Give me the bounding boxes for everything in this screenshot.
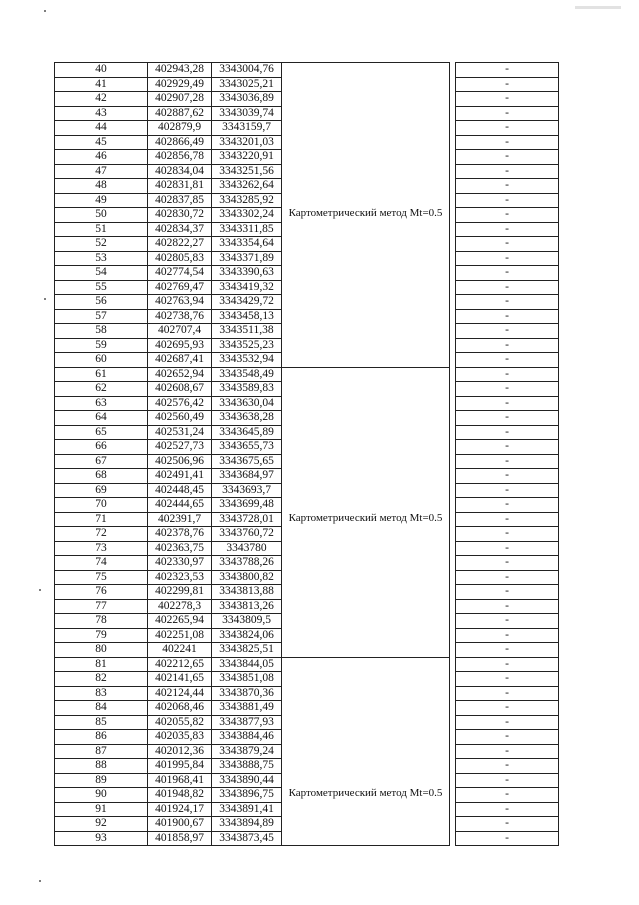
accuracy-cell: - <box>456 657 559 672</box>
x-coordinate-cell: 402391,7 <box>148 512 212 527</box>
point-number-cell: 88 <box>55 759 148 774</box>
point-number-cell: 53 <box>55 251 148 266</box>
accuracy-cell: - <box>456 599 559 614</box>
point-number-cell: 69 <box>55 483 148 498</box>
point-number-cell: 86 <box>55 730 148 745</box>
method-label: Картометрический метод Mt=0.5 <box>288 787 443 799</box>
y-coordinate-cell: 3343699,48 <box>212 498 282 513</box>
x-coordinate-cell: 402448,45 <box>148 483 212 498</box>
point-number-cell: 80 <box>55 643 148 658</box>
x-coordinate-cell: 402687,41 <box>148 353 212 368</box>
x-coordinate-cell: 402608,67 <box>148 382 212 397</box>
point-number-cell: 71 <box>55 512 148 527</box>
y-coordinate-cell: 3343844,05 <box>212 657 282 672</box>
accuracy-cell: - <box>456 585 559 600</box>
y-coordinate-cell: 3343884,46 <box>212 730 282 745</box>
y-coordinate-cell: 3343655,73 <box>212 440 282 455</box>
point-number-cell: 79 <box>55 628 148 643</box>
accuracy-cell: - <box>456 556 559 571</box>
point-number-cell: 74 <box>55 556 148 571</box>
point-number-cell: 45 <box>55 135 148 150</box>
y-coordinate-cell: 3343302,24 <box>212 208 282 223</box>
method-cell <box>282 63 450 368</box>
x-coordinate-cell: 401948,82 <box>148 788 212 803</box>
accuracy-cell: - <box>456 193 559 208</box>
accuracy-cell: - <box>456 411 559 426</box>
y-coordinate-cell: 3343220,91 <box>212 150 282 165</box>
x-coordinate-cell: 402241 <box>148 643 212 658</box>
point-number-cell: 89 <box>55 773 148 788</box>
x-coordinate-cell: 402035,83 <box>148 730 212 745</box>
y-coordinate-cell: 3343825,51 <box>212 643 282 658</box>
x-coordinate-cell: 402837,85 <box>148 193 212 208</box>
point-number-cell: 81 <box>55 657 148 672</box>
y-coordinate-cell: 3343890,44 <box>212 773 282 788</box>
accuracy-cell: - <box>456 63 559 78</box>
table-row <box>55 367 559 382</box>
point-number-cell: 40 <box>55 63 148 78</box>
y-coordinate-cell: 3343548,49 <box>212 367 282 382</box>
accuracy-cell: - <box>456 454 559 469</box>
y-coordinate-cell: 3343004,76 <box>212 63 282 78</box>
x-coordinate-cell: 402012,36 <box>148 744 212 759</box>
point-number-cell: 66 <box>55 440 148 455</box>
accuracy-cell: - <box>456 222 559 237</box>
y-coordinate-cell: 3343511,38 <box>212 324 282 339</box>
accuracy-cell: - <box>456 715 559 730</box>
x-coordinate-cell: 402866,49 <box>148 135 212 150</box>
x-coordinate-cell: 402830,72 <box>148 208 212 223</box>
point-number-cell: 41 <box>55 77 148 92</box>
x-coordinate-cell: 402831,81 <box>148 179 212 194</box>
method-cell <box>282 657 450 846</box>
y-coordinate-cell: 3343025,21 <box>212 77 282 92</box>
x-coordinate-cell: 402491,41 <box>148 469 212 484</box>
y-coordinate-cell: 3343036,89 <box>212 92 282 107</box>
y-coordinate-cell: 3343390,63 <box>212 266 282 281</box>
x-coordinate-cell: 402879,9 <box>148 121 212 136</box>
y-coordinate-cell: 3343896,75 <box>212 788 282 803</box>
x-coordinate-cell: 402265,94 <box>148 614 212 629</box>
accuracy-cell: - <box>456 295 559 310</box>
accuracy-cell: - <box>456 208 559 223</box>
x-coordinate-cell: 402527,73 <box>148 440 212 455</box>
accuracy-cell: - <box>456 135 559 150</box>
accuracy-cell: - <box>456 106 559 121</box>
point-number-cell: 42 <box>55 92 148 107</box>
point-number-cell: 43 <box>55 106 148 121</box>
x-coordinate-cell: 402763,94 <box>148 295 212 310</box>
point-number-cell: 64 <box>55 411 148 426</box>
x-coordinate-cell: 401968,41 <box>148 773 212 788</box>
point-number-cell: 55 <box>55 280 148 295</box>
point-number-cell: 47 <box>55 164 148 179</box>
coordinates-table <box>54 62 559 846</box>
x-coordinate-cell: 402805,83 <box>148 251 212 266</box>
y-coordinate-cell: 3343873,45 <box>212 831 282 846</box>
table-row <box>55 63 559 78</box>
y-coordinate-cell: 3343645,89 <box>212 425 282 440</box>
x-coordinate-cell: 402251,08 <box>148 628 212 643</box>
point-number-cell: 63 <box>55 396 148 411</box>
x-coordinate-cell: 402330,97 <box>148 556 212 571</box>
accuracy-cell: - <box>456 701 559 716</box>
point-number-cell: 61 <box>55 367 148 382</box>
point-number-cell: 62 <box>55 382 148 397</box>
accuracy-cell: - <box>456 367 559 382</box>
accuracy-cell: - <box>456 164 559 179</box>
x-coordinate-cell: 401924,17 <box>148 802 212 817</box>
point-number-cell: 59 <box>55 338 148 353</box>
x-coordinate-cell: 402707,4 <box>148 324 212 339</box>
point-number-cell: 75 <box>55 570 148 585</box>
x-coordinate-cell: 402576,42 <box>148 396 212 411</box>
x-coordinate-cell: 401858,97 <box>148 831 212 846</box>
accuracy-cell: - <box>456 309 559 324</box>
y-coordinate-cell: 3343693,7 <box>212 483 282 498</box>
y-coordinate-cell: 3343371,89 <box>212 251 282 266</box>
y-coordinate-cell: 3343800,82 <box>212 570 282 585</box>
y-coordinate-cell: 3343809,5 <box>212 614 282 629</box>
accuracy-cell: - <box>456 541 559 556</box>
accuracy-cell: - <box>456 469 559 484</box>
accuracy-cell: - <box>456 121 559 136</box>
method-cell <box>282 367 450 657</box>
y-coordinate-cell: 3343684,97 <box>212 469 282 484</box>
x-coordinate-cell: 402506,96 <box>148 454 212 469</box>
x-coordinate-cell: 402822,27 <box>148 237 212 252</box>
x-coordinate-cell: 401995,84 <box>148 759 212 774</box>
y-coordinate-cell: 3343638,28 <box>212 411 282 426</box>
accuracy-cell: - <box>456 643 559 658</box>
y-coordinate-cell: 3343159,7 <box>212 121 282 136</box>
scan-speck <box>44 298 46 300</box>
x-coordinate-cell: 402068,46 <box>148 701 212 716</box>
accuracy-cell: - <box>456 773 559 788</box>
point-number-cell: 70 <box>55 498 148 513</box>
y-coordinate-cell: 3343532,94 <box>212 353 282 368</box>
x-coordinate-cell: 402856,78 <box>148 150 212 165</box>
method-label: Картометрический метод Mt=0.5 <box>288 207 443 219</box>
y-coordinate-cell: 3343877,93 <box>212 715 282 730</box>
point-number-cell: 72 <box>55 527 148 542</box>
accuracy-cell: - <box>456 237 559 252</box>
y-coordinate-cell: 3343851,08 <box>212 672 282 687</box>
accuracy-cell: - <box>456 280 559 295</box>
accuracy-cell: - <box>456 759 559 774</box>
accuracy-cell: - <box>456 512 559 527</box>
x-coordinate-cell: 402278,3 <box>148 599 212 614</box>
scan-speck <box>39 880 41 882</box>
y-coordinate-cell: 3343429,72 <box>212 295 282 310</box>
point-number-cell: 82 <box>55 672 148 687</box>
point-number-cell: 60 <box>55 353 148 368</box>
point-number-cell: 93 <box>55 831 148 846</box>
x-coordinate-cell: 402141,65 <box>148 672 212 687</box>
scan-speck <box>39 589 41 591</box>
accuracy-cell: - <box>456 324 559 339</box>
x-coordinate-cell: 402299,81 <box>148 585 212 600</box>
method-label: Картометрический метод Mt=0.5 <box>288 511 443 524</box>
x-coordinate-cell: 401900,67 <box>148 817 212 832</box>
point-number-cell: 91 <box>55 802 148 817</box>
accuracy-cell: - <box>456 92 559 107</box>
accuracy-cell: - <box>456 382 559 397</box>
accuracy-cell: - <box>456 788 559 803</box>
y-coordinate-cell: 3343728,01 <box>212 512 282 527</box>
accuracy-cell: - <box>456 628 559 643</box>
accuracy-cell: - <box>456 483 559 498</box>
point-number-cell: 78 <box>55 614 148 629</box>
scan-header-mark <box>575 6 621 9</box>
x-coordinate-cell: 402124,44 <box>148 686 212 701</box>
y-coordinate-cell: 3343780 <box>212 541 282 556</box>
point-number-cell: 76 <box>55 585 148 600</box>
point-number-cell: 90 <box>55 788 148 803</box>
accuracy-cell: - <box>456 266 559 281</box>
point-number-cell: 54 <box>55 266 148 281</box>
point-number-cell: 44 <box>55 121 148 136</box>
y-coordinate-cell: 3343881,49 <box>212 701 282 716</box>
point-number-cell: 73 <box>55 541 148 556</box>
y-coordinate-cell: 3343824,06 <box>212 628 282 643</box>
x-coordinate-cell: 402652,94 <box>148 367 212 382</box>
point-number-cell: 83 <box>55 686 148 701</box>
point-number-cell: 57 <box>55 309 148 324</box>
accuracy-cell: - <box>456 570 559 585</box>
y-coordinate-cell: 3343201,03 <box>212 135 282 150</box>
accuracy-cell: - <box>456 831 559 846</box>
x-coordinate-cell: 402323,53 <box>148 570 212 585</box>
accuracy-cell: - <box>456 179 559 194</box>
x-coordinate-cell: 402887,62 <box>148 106 212 121</box>
x-coordinate-cell: 402212,65 <box>148 657 212 672</box>
x-coordinate-cell: 402055,82 <box>148 715 212 730</box>
accuracy-cell: - <box>456 498 559 513</box>
y-coordinate-cell: 3343525,23 <box>212 338 282 353</box>
point-number-cell: 68 <box>55 469 148 484</box>
x-coordinate-cell: 402774,54 <box>148 266 212 281</box>
y-coordinate-cell: 3343354,64 <box>212 237 282 252</box>
scan-speck <box>44 10 46 12</box>
accuracy-cell: - <box>456 730 559 745</box>
accuracy-cell: - <box>456 614 559 629</box>
accuracy-cell: - <box>456 251 559 266</box>
y-coordinate-cell: 3343813,26 <box>212 599 282 614</box>
y-coordinate-cell: 3343311,85 <box>212 222 282 237</box>
x-coordinate-cell: 402695,93 <box>148 338 212 353</box>
x-coordinate-cell: 402363,75 <box>148 541 212 556</box>
point-number-cell: 48 <box>55 179 148 194</box>
point-number-cell: 85 <box>55 715 148 730</box>
accuracy-cell: - <box>456 396 559 411</box>
y-coordinate-cell: 3343039,74 <box>212 106 282 121</box>
y-coordinate-cell: 3343675,65 <box>212 454 282 469</box>
y-coordinate-cell: 3343285,92 <box>212 193 282 208</box>
point-number-cell: 77 <box>55 599 148 614</box>
accuracy-cell: - <box>456 802 559 817</box>
y-coordinate-cell: 3343760,72 <box>212 527 282 542</box>
accuracy-cell: - <box>456 686 559 701</box>
point-number-cell: 67 <box>55 454 148 469</box>
y-coordinate-cell: 3343879,24 <box>212 744 282 759</box>
y-coordinate-cell: 3343630,04 <box>212 396 282 411</box>
x-coordinate-cell: 402769,47 <box>148 280 212 295</box>
x-coordinate-cell: 402560,49 <box>148 411 212 426</box>
accuracy-cell: - <box>456 338 559 353</box>
accuracy-cell: - <box>456 817 559 832</box>
table-row <box>55 657 559 672</box>
y-coordinate-cell: 3343458,13 <box>212 309 282 324</box>
y-coordinate-cell: 3343589,83 <box>212 382 282 397</box>
point-number-cell: 87 <box>55 744 148 759</box>
y-coordinate-cell: 3343891,41 <box>212 802 282 817</box>
x-coordinate-cell: 402943,28 <box>148 63 212 78</box>
point-number-cell: 92 <box>55 817 148 832</box>
x-coordinate-cell: 402834,37 <box>148 222 212 237</box>
accuracy-cell: - <box>456 353 559 368</box>
y-coordinate-cell: 3343813,88 <box>212 585 282 600</box>
y-coordinate-cell: 3343894,89 <box>212 817 282 832</box>
y-coordinate-cell: 3343251,56 <box>212 164 282 179</box>
point-number-cell: 56 <box>55 295 148 310</box>
accuracy-cell: - <box>456 150 559 165</box>
x-coordinate-cell: 402929,49 <box>148 77 212 92</box>
y-coordinate-cell: 3343788,26 <box>212 556 282 571</box>
point-number-cell: 51 <box>55 222 148 237</box>
accuracy-cell: - <box>456 527 559 542</box>
accuracy-cell: - <box>456 744 559 759</box>
accuracy-cell: - <box>456 672 559 687</box>
y-coordinate-cell: 3343419,32 <box>212 280 282 295</box>
y-coordinate-cell: 3343870,36 <box>212 686 282 701</box>
coordinates-table-body <box>55 63 559 846</box>
x-coordinate-cell: 402444,65 <box>148 498 212 513</box>
y-coordinate-cell: 3343262,64 <box>212 179 282 194</box>
x-coordinate-cell: 402907,28 <box>148 92 212 107</box>
point-number-cell: 84 <box>55 701 148 716</box>
x-coordinate-cell: 402738,76 <box>148 309 212 324</box>
x-coordinate-cell: 402531,24 <box>148 425 212 440</box>
accuracy-cell: - <box>456 425 559 440</box>
point-number-cell: 49 <box>55 193 148 208</box>
x-coordinate-cell: 402378,76 <box>148 527 212 542</box>
accuracy-cell: - <box>456 440 559 455</box>
point-number-cell: 46 <box>55 150 148 165</box>
accuracy-cell: - <box>456 77 559 92</box>
point-number-cell: 50 <box>55 208 148 223</box>
point-number-cell: 52 <box>55 237 148 252</box>
y-coordinate-cell: 3343888,75 <box>212 759 282 774</box>
x-coordinate-cell: 402834,04 <box>148 164 212 179</box>
point-number-cell: 58 <box>55 324 148 339</box>
point-number-cell: 65 <box>55 425 148 440</box>
